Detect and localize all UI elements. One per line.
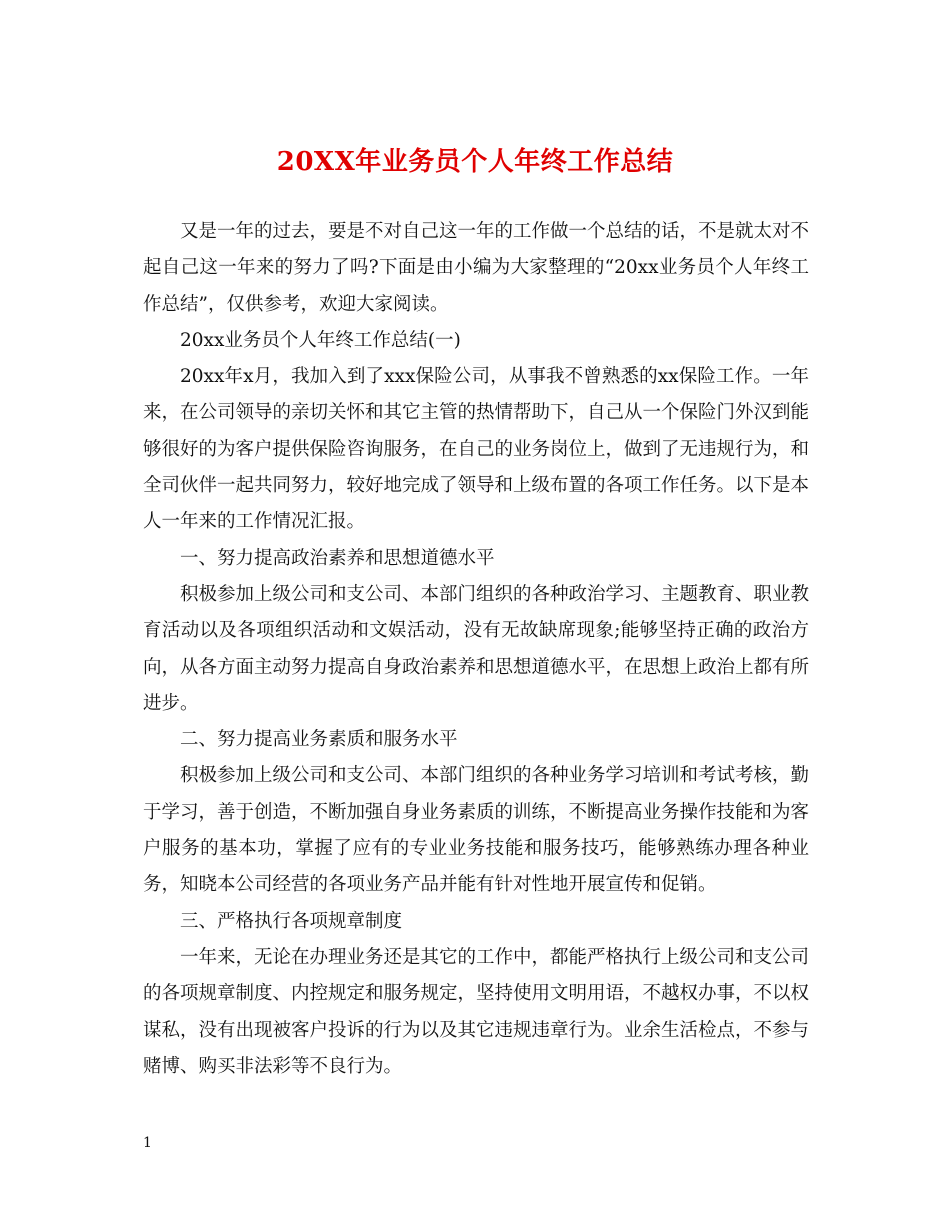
document-title: 20XX年业务员个人年终工作总结 [276, 147, 674, 177]
page-number: 1 [143, 1135, 152, 1151]
section-heading: 三、严格执行各项规章制度 [180, 910, 403, 932]
section-heading: 二、努力提高业务素质和服务水平 [180, 729, 458, 751]
section-heading: 20xx业务员个人年终工作总结(一) [180, 329, 461, 351]
intro-paragraph: 又是一年的过去，要是不对自己这一年的工作做一个总结的话，不是就太对不起自己这一年来的努力了吗?下面是由小编为大家整理的“20xx业务员个人年终工作总结”，仅供参考，欢迎大家阅读。 [143, 221, 810, 315]
body-paragraph: 积极参加上级公司和支公司、本部门组织的各种政治学习、主题教育、职业教育活动以及各项组织活动和文娱活动，没有无故缺席现象;能够坚持正确的政治方向，从各方面主动努力提高自身政治素养和思想道德水平，在思想上政治上都有所进步。 [143, 583, 810, 714]
body-paragraph: 20xx年x月，我加入到了xxx保险公司，从事我不曾熟悉的xx保险工作。一年来，在公司领导的亲切关怀和其它主管的热情帮助下，自己从一个保险门外汉到能够很好的为客户提供保险咨询服务，在自己的业务岗位上，做到了无违规行为，和全司伙伴一起共同努力，较好地完成了领导和上级布置的各项工作任务。以下是本人一年来的工作情况汇报。 [143, 366, 810, 533]
body-paragraph: 一年来，无论在办理业务还是其它的工作中，都能严格执行上级公司和支公司的各项规章制度、内控规定和服务规定，坚持使用文明用语，不越权办事，不以权谋私，没有出现被客户投诉的行为以及其它违规违章行为。业余生活检点，不参与赌博、购买非法彩等不良行为。 [143, 946, 810, 1077]
document-body [143, 214, 809, 1085]
section-heading: 一、努力提高政治素养和思想道德水平 [180, 547, 495, 569]
body-paragraph: 积极参加上级公司和支公司、本部门组织的各种业务学习培训和考试考核，勤于学习，善于创造，不断加强自身业务素质的训练，不断提高业务操作技能和为客户服务的基本功，掌握了应有的专业业务技能和服务技巧，能够熟练办理各种业务，知晓本公司经营的各项业务产品并能有针对性地开展宣传和促销。 [143, 765, 810, 896]
